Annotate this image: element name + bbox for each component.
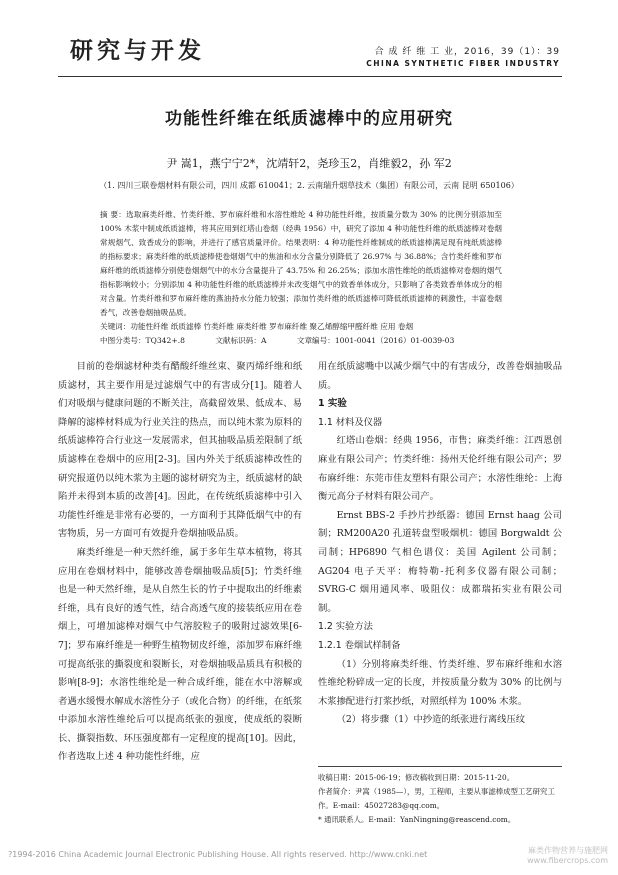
body-paragraph: 用在纸质滤嘴中以减少烟气中的有害成分，改善卷烟抽吸品质。 [318,361,562,391]
document-code: 文献标识码：A [215,336,267,345]
abstract: 摘 要：选取麻类纤维、竹类纤维、罗布麻纤维和水溶性维纶 4 种功能性纤维，按质量分数为 30% 的比例分别添加至 100% 木浆中制成纸质滤棒，将其应用到红塔山卷烟（经典 1956）中，研究了添加 4 种功能性纤维的纸质滤棒对卷烟常规烟气、致香成分的影响，并进行了感官质量评价。结果表明：4 种功能性纤维制成的纸质滤棒满足现有纯纸质滤棒的指标要求；麻类纤维的纸质滤棒使卷烟烟气中的焦油和水分含量分别降低了 26.97% 与 36.88%；含竹类纤维和罗布麻纤维的纸质滤棒分别使卷烟烟气中的水分含量提升了 43.75% 和 26.25%；添加水溶性维纶的纸质滤棒对卷烟的烟气指标影响较小；分别添加 4 种功能性纤维的纸质滤棒并未改变烟气中的致香单体成分，只影响了各类致香单体成分的相对含量。竹类纤维和罗布麻纤维的燕油持水分能力较强；添加竹类纤维的纸质滤棒可降低纸质滤棒的刺激性，丰富卷烟香气，改善卷烟抽吸品质。 [100,210,502,317]
article-title: 功能性纤维在纸质滤棒中的应用研究 [165,109,453,129]
article-number: 文章编号：1001-0041（2016）01-0039-03 [296,336,455,345]
journal-english-name: CHINA SYNTHETIC FIBER INDUSTRY [366,59,560,68]
received-date: 收稿日期：2015-06-19；修改稿收到日期：2015-11-20。 [318,773,515,782]
method-step-1: （1）分别将麻类纤维、竹类纤维、罗布麻纤维和水溶性维纶粉碎成一定的长度，并按质量分数为 30% 的比例与木浆掺配进行打浆抄纸，对照纸样为 100% 木浆。 [318,658,562,707]
journal-citation: 合 成 纤 维 工 业，2016，39（1）：39 [374,47,560,57]
watermark-url: www.fibercrops.com [527,856,608,865]
body-paragraph: 目前的卷烟滤材种类有醋酸纤维丝束、聚丙烯纤维和纸质滤材，其主要作用是过滤烟气中的有害成分[1]。随着人们对吸烟与健康问题的不断关注，高截留效果、低成本、易降解的滤棒材料成为行业关注的热点，而以纯木浆为原料的纸质滤棒符合行业这一发展需求，但其抽吸品质差限制了纸质滤棒在卷烟中的应用[2-3]。国内外关于纸质滤棒改性的研究报道仍以纯木浆为主题的滤材研究为主，纸质滤材的缺陷并未得到本质的改善[4]。因此，在传统纸质滤棒中引入功能性纤维是非常有必要的，一方面利于其降低烟气中的有害物质，另一方面可有效提升卷烟抽吸品质。 [58,361,302,540]
section-1-2-heading: 1.2 实验方法 [318,621,373,633]
instruments-paragraph: Ernst BBS-2 手抄片抄纸器：德国 Ernst haag 公司制；RM200A20 孔道转盘型吸烟机：德国 Borgwaldt 公司制；HP6890 气相色谱仪：美国 Agilent 公司制；AG204 电子天平：梅特勒-托利多仪器有限公司制；SVRG-C 烟用通风率、吸阻仪：成都瑞拓实业有限公司制。 [318,509,562,614]
watermark [527,846,608,866]
keywords: 关键词：功能性纤维 纸质滤棒 竹类纤维 麻类纤维 罗布麻纤维 聚乙烯醇缩甲醛纤维 应用 卷烟 [100,322,414,331]
author-bio: 作者简介：尹嵩（1985—），男，工程师，主要从事滤棒成型工艺研究工作。E-mail：45027283@qq.com。 [318,787,555,810]
affiliation: （1. 四川三联卷烟材料有限公司，四川 成都 610041；2. 云南瑞升烟草技术（集团）有限公司，云南 昆明 650106） [99,181,519,190]
section-1-2-1-heading: 1.2.1 卷烟试样制备 [318,639,401,651]
section-1-heading: 1 实验 [318,398,347,410]
body-paragraph: 麻类纤维是一种天然纤维，属于多年生草本植物，将其应用在卷烟材料中，能够改善卷烟抽吸品质[5]；竹类纤维也是一种天然纤维，是从自然生长的竹子中提取出的纤维素纤维，具有良好的透气性，结合高透气度的接装纸应用在卷烟上，可增加滤棒对烟气中气溶胶粒子的吸附过滤效果[6-7]；罗布麻纤维是一种野生植物韧皮纤维，添加罗布麻纤维可提高纸张的撕裂度和裂断长，对卷烟抽吸品质具有积极的影响[8-9]；水溶性维纶是一种合成纤维，能在水中溶解或者遇水缓慢水解成水溶性分子（或化合物）的纤维，在纸浆中添加水溶性维纶后可以提高纸张的强度，使成纸的裂断长、撕裂指数、环压强度都有一定程度的提高[10]。因此，作者选取上述 4 种功能性纤维，应 [58,546,302,763]
watermark-chinese: 麻类作物营养与施肥网 [528,846,608,855]
header-rule [58,76,562,77]
materials-paragraph: 红塔山卷烟：经典 1956，市售；麻类纤维：江西恩创麻业有限公司产；竹类纤维：扬州天伦纤维有限公司产；罗布麻纤维：东莞市佳友塑料有限公司产；水溶性维纶：上海衡元高分子材料有限公司产。 [318,435,562,503]
copyright-notice: ?1994-2016 China Academic Journal Electronic Publishing House. All rights reserved. http://www.cnki.net [8,850,428,859]
section-1-1-heading: 1.1 材料及仪器 [318,416,383,428]
footnotes [318,766,562,827]
clc-number: 中图分类号：TQ342+.8 [100,336,185,345]
author-list: 尹 嵩1，燕宁宁2*，沈靖轩2，尧珍玉2，肖维毅2，孙 军2 [166,157,452,170]
method-step-2: （2）将步骤（1）中抄造的纸张进行离线压纹 [336,714,526,726]
cnki-link[interactable]: http://www.cnki.net [349,850,428,859]
right-column [318,358,562,730]
left-column [58,358,302,767]
corresponding-author: * 通讯联系人。E-mail：YanNingning@reascend.com。 [318,815,516,824]
classification-line [100,334,502,347]
section-heading: 研究与开发 [70,38,205,64]
